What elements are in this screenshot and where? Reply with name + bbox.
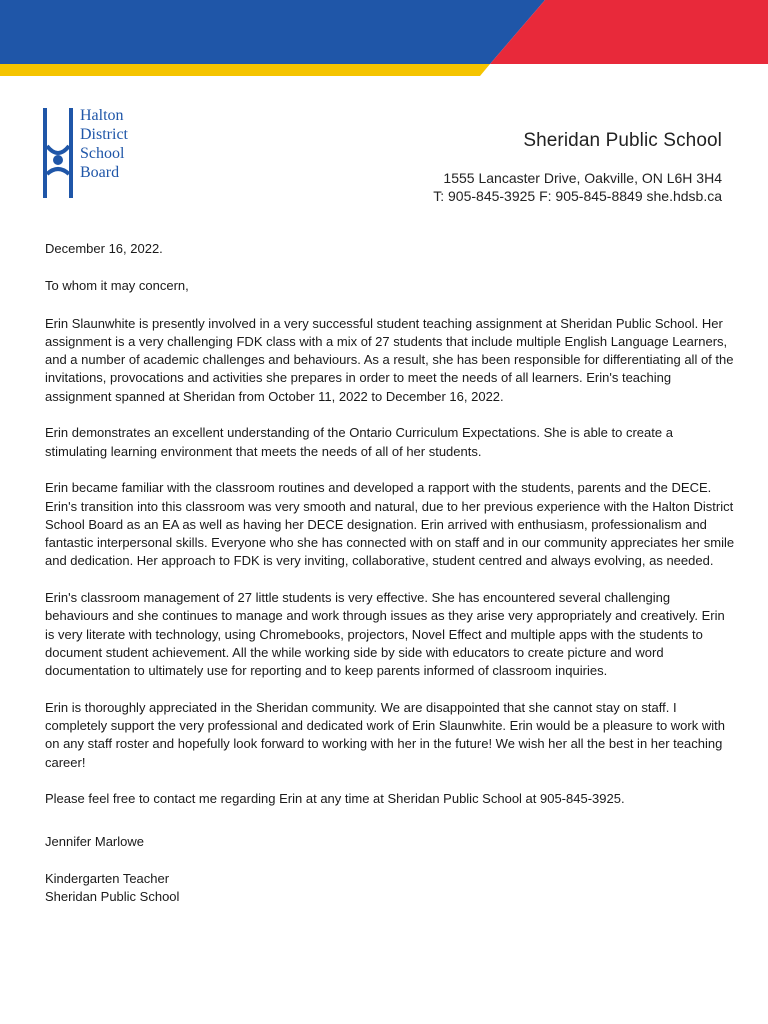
header-banner <box>0 0 768 80</box>
letter-paragraph: Erin demonstrates an excellent understanding of the Ontario Curriculum Expectations. She is able to create a stimulating learning environment that meets the needs of all of her students. <box>45 425 673 459</box>
banner-yellow-stripe <box>0 64 490 76</box>
letter-body <box>45 240 735 907</box>
halton-figure-icon <box>40 104 76 200</box>
letter-salutation: To whom it may concern, <box>45 278 189 294</box>
signature-name: Jennifer Marlowe <box>45 833 144 849</box>
school-contact: T: 905-845-3925 F: 905-845-8849 she.hdsb.ca <box>433 188 722 204</box>
logo-line: Board <box>80 164 120 181</box>
hdsb-logo <box>40 104 150 204</box>
letter-paragraph: Please feel free to contact me regarding Erin at any time at Sheridan Public School at 905-845-3925. <box>45 791 625 807</box>
letter-date: December 16, 2022. <box>45 241 163 256</box>
letter-paragraph: Erin became familiar with the classroom routines and developed a rapport with the students, parents and the DECE. Erin's transition into this classroom was very smooth and natural, due to her previous experience with the Halton District School Board as an EA as well as having her DECE designation. Erin arrived with enthusiasm, professionalism and fantastic interpersonal skills. Everyone who she has connected with on staff and in our community appreciates her smile and dedication. Her approach to FDK is very inviting, collaborative, student centred and always evolving, as needed. <box>45 480 735 569</box>
logo-line: School <box>80 145 125 162</box>
letter-paragraph: Erin Slaunwhite is presently involved in a very successful student teaching assignment at Sheridan Public School. Her assignment is a very challenging FDK class with a mix of 27 students that include multiple English Language Learners, and a number of academic challenges and behaviours. As a result, she has been responsible for differentiating all of the invitations, provocations and activities she prepares in order to meet the needs of all learners. Erin's teaching assignment spanned at Sheridan from October 11, 2022 to December 16, 2022. <box>45 315 734 404</box>
letter-paragraph: Erin is thoroughly appreciated in the Sheridan community. We are disappointed that she cannot stay on staff. I completely support the very professional and dedicated work of Erin Slaunwhite. Erin would be a pleasure to work with on any staff roster and hopefully look forward to working with her in the future! We wish her all the best in her teaching career! <box>45 699 725 770</box>
school-name: Sheridan Public School <box>523 130 722 151</box>
letter-paragraph: Erin's classroom management of 27 little students is very effective. She has encountered several challenging behaviours and she continues to manage and work through issues as they arise very appropriately and creatively. Erin is very literate with technology, using Chromebooks, projectors, Novel Effect and multiple apps with the students to document student achievement. All the while working side by side with educators to create picture and word documentation to ultimately use for reporting and to keep parents informed of classroom inquiries. <box>45 590 725 679</box>
logo-line: District <box>80 126 128 143</box>
signature-title: Kindergarten Teacher <box>45 870 170 886</box>
banner-blue-band <box>0 0 545 64</box>
logo-line: Halton <box>80 107 124 124</box>
logo-wordmark <box>80 106 128 182</box>
signature-school: Sheridan Public School <box>45 889 180 905</box>
school-address: 1555 Lancaster Drive, Oakville, ON L6H 3H4 <box>443 170 722 186</box>
